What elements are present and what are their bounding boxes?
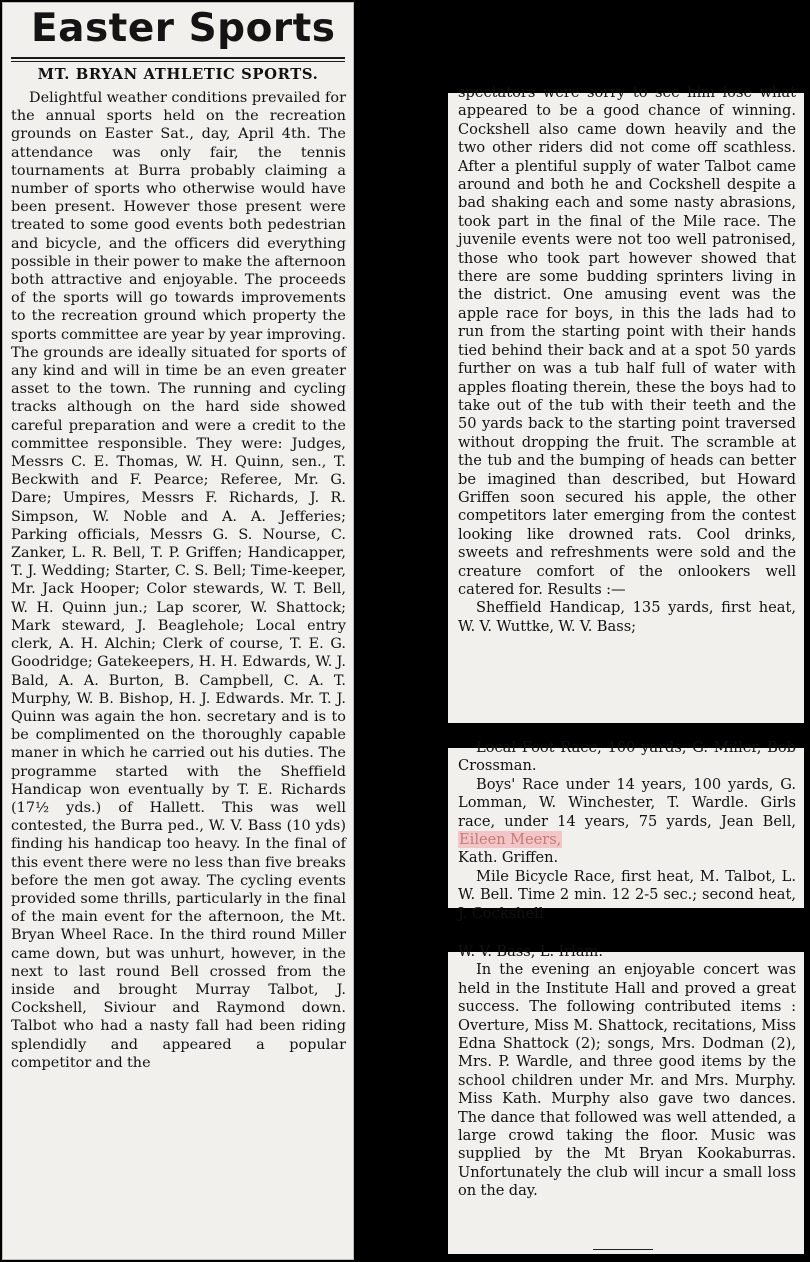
results-boys-girls-text: Boys' Race under 14 years, 100 yards, G. Lomman, W. Winchester, T. Wardle. Girls race, under 14 years, 75 yards, Jean Bell, [458, 775, 796, 830]
masthead-rule [11, 57, 345, 59]
article-body-column-one: Delightful weather conditions prevailed for the annual sports held on the recreation grounds on Easter Sat., day, April 4th. The attendance was only fair, the tennis tournaments at Burra probably claiming a number of sports who otherwise would have been present. However those present were treated to some good events both pedestrian and bicycle, and the officers did everything possible in their power to make the afternoon both attractive and enjoyable. The proceeds of the sports will go towards improvements to the recreation ground which property the sports committee are year by year improving. The grounds are ideally situated for sports of any kind and will in time be an even greater asset to the town. The running and cycling tracks although on the hard side showed careful preparation and were a credit to the committee responsible. They were: Judges, Messrs C. E. Thomas, W. H. Quinn, sen., T. Beckwith and F. Pearce; Referee, Mr. G. Dare; Umpires, Messrs F. Richards, J. R. Simpson, W. Noble and A. A. Jefferies; Parking officials, Messrs G. S. Nourse, C. Zanker, L. R. Bell, T. P. Griffen; Handicapper, T. J. Wedding; Starter, C. S. Bell; Time-keeper, Mr. Jack Hooper; Color stewards, W. T. Bell, W. H. Quinn jun.; Lap scorer, W. Shattock; Mark steward, J. Beaglehole; Local entry clerk, A. H. Alchin; Clerk of course, T. E. G. Goodridge; Gatekeepers, H. H. Edwards, W. J. Bald, A. A. Burton, B. Campbell, C. A. T. Murphy, W. B. Bishop, H. J. Edwards. Mr. T. J. Quinn was again the hon. secretary and is to be complimented on the thoroughly capable maner in which he carried out his duties. The programme started with the Sheffield Handicap won eventually by T. E. Richards (17½ yds.) of Hallett. This was well contested, the Burra ped., W. V. Bass (10 yds) finding his handicap too heavy. In the final of this event there were no less than five breaks before the men got away. The cycling events provided some thrills, particularly in the final of the main event for the afternoon, the Mt. Bryan Wheel Race. In the third round Miller came down, but was unhurt, however, in the next to last round Bell crossed from the inside and brought Murray Talbot, J. Cockshell, Siviour and Raymond down. Talbot who had a nasty fall had been riding splendidly and appeared a popular competitor and the [11, 90, 346, 1071]
article-subheading: MT. BRYAN ATHLETIC SPORTS. [37, 66, 319, 83]
results-girls-third: Kath. Griffen. [458, 849, 559, 867]
masthead-rule-thin [11, 61, 345, 62]
results-local-foot-race: Local Foot Race, 100 yards, G. Miller, Bob Crossman. [458, 739, 796, 775]
end-rule [593, 1249, 653, 1250]
masthead-title: Easter Sports [31, 6, 336, 51]
results-heading-line: Sheffield Handicap, 135 yards, first heat, W. V. Wuttke, W. V. Bass; [458, 599, 796, 635]
results-mile-bicycle-race: Mile Bicycle Race, first heat, M. Talbot, L. W. Bell. Time 2 min. 12 2-5 sec.; second heat, J. Cockshell [458, 867, 796, 922]
article-body-column-two-part-one: spectators were sorry to see him lose what appeared to be a good chance of winning. Cockshell also came down heavily and the two other riders did not come off scathless. After a plentiful supply of water Talbot came around and both he and Cockshell despite a bad shaking each and some nasty abrasions, took part in the final of the Mile race. The juvenile events were not too well patronised, those who took part however showed that there are some budding sprinters living in the district. One amusing event was the apple race for boys, in this the lads had to run from the starting point with their hands tied behind their back and at a spot 50 yards further on was a tub half full of water with apples floating therein, these the boys had to take out of the tub with their teeth and the 50 yards back to the starting point traversed without dropping the fruit. The scramble at the tub and the bumping of heads can better be imagined than described, but Howard Griffen soon secured his apple, the other competitors later emerging from the contest looking like drowned rats. Cool drinks, sweets and refreshments were sold and the creature comfort of the onlookers well catered for. Results :— [458, 84, 796, 598]
results-boys-girls-race [448, 776, 804, 868]
results-cut-line: W. V. Bass, L. Irlam. [458, 943, 604, 960]
clipping-evening-concert [448, 943, 804, 1254]
evening-concert-paragraph: In the evening an enjoyable concert was held in the Institute Hall and proved a great success. The following contributed items : Overture, Miss M. Shattock, recitations, Miss Edna Shattock (2); songs, Mrs. Dodman (2), Mrs. P. Wardle, and three good items by the school children under Mr. and Mrs. Murphy. Miss Kath. Murphy also gave two dances. The dance that followed was well attended, a large crowd taking the floor. Music was supplied by the Mt Bryan Kookaburras. Unfortunately the club will incur a small loss on the day. [458, 961, 796, 1200]
highlighted-name: Eileen Meers, [459, 831, 562, 849]
clipping-results-snippet [448, 739, 804, 922]
clipping-main-column [2, 2, 354, 1260]
clipping-continuation-one [448, 84, 804, 723]
